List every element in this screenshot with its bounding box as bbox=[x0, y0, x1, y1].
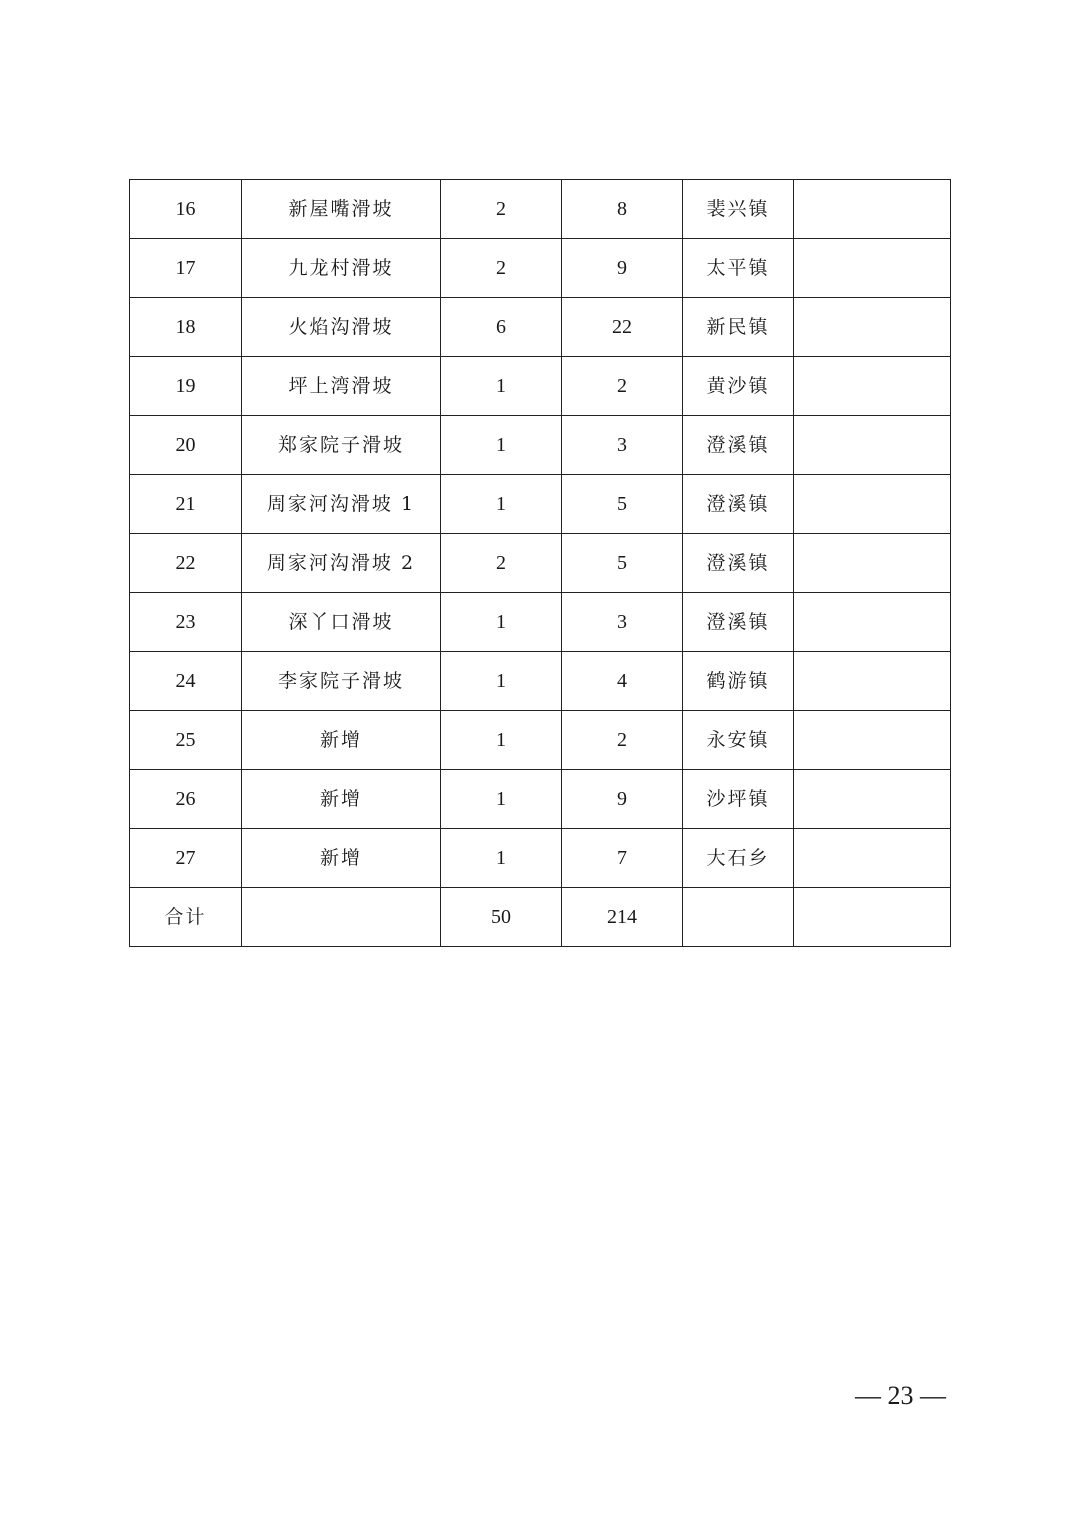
note-cell bbox=[794, 475, 951, 534]
hazard-table bbox=[129, 179, 951, 947]
household-count: 1 bbox=[441, 711, 562, 770]
table-body bbox=[130, 180, 951, 947]
table-row bbox=[130, 298, 951, 357]
household-count: 1 bbox=[441, 416, 562, 475]
note-cell bbox=[794, 534, 951, 593]
hazard-name: 新增 bbox=[242, 829, 441, 888]
total-people: 214 bbox=[562, 888, 683, 947]
town-name: 澄溪镇 bbox=[683, 534, 794, 593]
town-name: 沙坪镇 bbox=[683, 770, 794, 829]
people-count: 9 bbox=[562, 770, 683, 829]
note-cell bbox=[794, 770, 951, 829]
hazard-name: 郑家院子滑坡 bbox=[242, 416, 441, 475]
row-number: 21 bbox=[130, 475, 242, 534]
table-row bbox=[130, 180, 951, 239]
total-households: 50 bbox=[441, 888, 562, 947]
hazard-name: 火焰沟滑坡 bbox=[242, 298, 441, 357]
hazard-name: 九龙村滑坡 bbox=[242, 239, 441, 298]
table-row bbox=[130, 475, 951, 534]
hazard-name: 周家河沟滑坡 2 bbox=[242, 534, 441, 593]
table-row bbox=[130, 534, 951, 593]
note-cell bbox=[794, 416, 951, 475]
household-count: 1 bbox=[441, 357, 562, 416]
note-cell bbox=[794, 829, 951, 888]
hazard-name: 新屋嘴滑坡 bbox=[242, 180, 441, 239]
total-row bbox=[130, 888, 951, 947]
household-count: 6 bbox=[441, 298, 562, 357]
page-number: — 23 — bbox=[855, 1381, 946, 1410]
household-count: 1 bbox=[441, 652, 562, 711]
town-name: 大石乡 bbox=[683, 829, 794, 888]
hazard-name: 新增 bbox=[242, 770, 441, 829]
town-name: 太平镇 bbox=[683, 239, 794, 298]
table-row bbox=[130, 593, 951, 652]
hazard-name: 坪上湾滑坡 bbox=[242, 357, 441, 416]
household-count: 2 bbox=[441, 534, 562, 593]
people-count: 9 bbox=[562, 239, 683, 298]
table-row bbox=[130, 357, 951, 416]
town-name: 澄溪镇 bbox=[683, 475, 794, 534]
row-number: 23 bbox=[130, 593, 242, 652]
row-number: 17 bbox=[130, 239, 242, 298]
people-count: 2 bbox=[562, 711, 683, 770]
total-town-cell bbox=[683, 888, 794, 947]
row-number: 19 bbox=[130, 357, 242, 416]
row-number: 24 bbox=[130, 652, 242, 711]
town-name: 新民镇 bbox=[683, 298, 794, 357]
people-count: 8 bbox=[562, 180, 683, 239]
town-name: 澄溪镇 bbox=[683, 416, 794, 475]
household-count: 1 bbox=[441, 770, 562, 829]
table-row bbox=[130, 239, 951, 298]
row-number: 18 bbox=[130, 298, 242, 357]
total-name-cell bbox=[242, 888, 441, 947]
note-cell bbox=[794, 180, 951, 239]
row-number: 22 bbox=[130, 534, 242, 593]
town-name: 鹤游镇 bbox=[683, 652, 794, 711]
note-cell bbox=[794, 711, 951, 770]
town-name: 澄溪镇 bbox=[683, 593, 794, 652]
note-cell bbox=[794, 239, 951, 298]
town-name: 黄沙镇 bbox=[683, 357, 794, 416]
note-cell bbox=[794, 593, 951, 652]
hazard-name: 李家院子滑坡 bbox=[242, 652, 441, 711]
hazard-name: 周家河沟滑坡 1 bbox=[242, 475, 441, 534]
hazard-name: 深丫口滑坡 bbox=[242, 593, 441, 652]
people-count: 4 bbox=[562, 652, 683, 711]
row-number: 27 bbox=[130, 829, 242, 888]
note-cell bbox=[794, 298, 951, 357]
row-number: 16 bbox=[130, 180, 242, 239]
hazard-name: 新增 bbox=[242, 711, 441, 770]
people-count: 5 bbox=[562, 475, 683, 534]
row-number: 26 bbox=[130, 770, 242, 829]
total-note-cell bbox=[794, 888, 951, 947]
household-count: 2 bbox=[441, 239, 562, 298]
household-count: 1 bbox=[441, 593, 562, 652]
town-name: 裴兴镇 bbox=[683, 180, 794, 239]
row-number: 20 bbox=[130, 416, 242, 475]
note-cell bbox=[794, 652, 951, 711]
table-row bbox=[130, 770, 951, 829]
household-count: 1 bbox=[441, 829, 562, 888]
town-name: 永安镇 bbox=[683, 711, 794, 770]
people-count: 3 bbox=[562, 416, 683, 475]
people-count: 7 bbox=[562, 829, 683, 888]
people-count: 2 bbox=[562, 357, 683, 416]
people-count: 5 bbox=[562, 534, 683, 593]
household-count: 1 bbox=[441, 475, 562, 534]
total-label: 合计 bbox=[130, 888, 242, 947]
table-row bbox=[130, 711, 951, 770]
people-count: 3 bbox=[562, 593, 683, 652]
row-number: 25 bbox=[130, 711, 242, 770]
table-row bbox=[130, 652, 951, 711]
table-row bbox=[130, 829, 951, 888]
household-count: 2 bbox=[441, 180, 562, 239]
note-cell bbox=[794, 357, 951, 416]
table-row bbox=[130, 416, 951, 475]
people-count: 22 bbox=[562, 298, 683, 357]
